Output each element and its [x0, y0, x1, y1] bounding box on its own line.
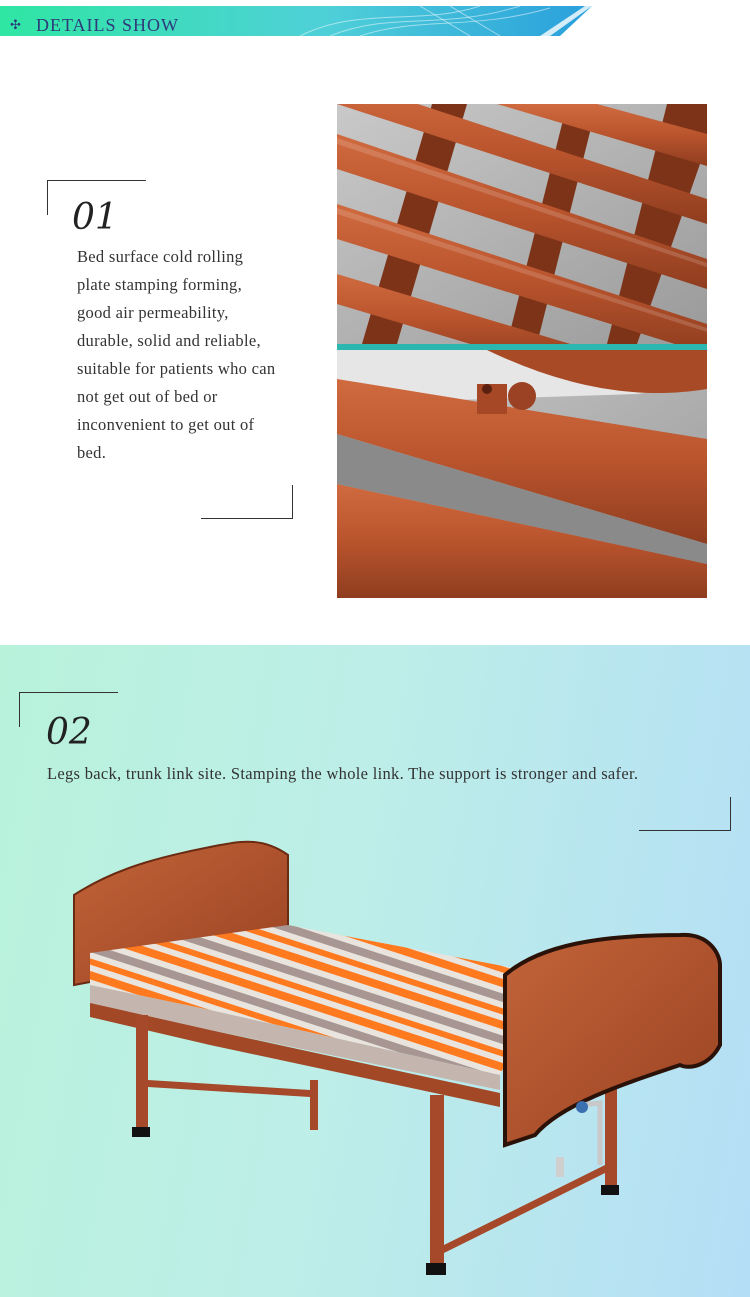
bed-surface-photo: [337, 104, 707, 598]
section-title: DETAILS SHOW: [36, 15, 180, 35]
corner-line-top-vertical: [47, 180, 48, 215]
corner-line-bottom-2: [639, 830, 731, 831]
section-1-description: Bed surface cold rolling plate stamping forming, good air permeability, durable, solid and reliable, suitable for patients who can not get out of bed or inconvenient to get out of bed.: [77, 247, 276, 462]
corner-line-bottom-vertical: [292, 485, 293, 519]
corner-line-top-2: [19, 692, 118, 693]
corner-line-bottom-2-vertical: [730, 797, 731, 831]
section-2-description: Legs back, trunk link site. Stamping the whole link. The support is stronger and safer.: [47, 764, 639, 783]
section-number-02: 02: [46, 712, 92, 753]
hospital-bed-photo: [60, 835, 730, 1285]
corner-line-top-2-vertical: [19, 692, 20, 727]
teal-divider: [337, 344, 707, 350]
corner-line-bottom: [201, 518, 293, 519]
corner-line-top: [47, 180, 146, 181]
section-banner: [0, 6, 592, 36]
ornament-icon: ✣: [10, 18, 21, 33]
section-number-01: 01: [72, 197, 118, 238]
